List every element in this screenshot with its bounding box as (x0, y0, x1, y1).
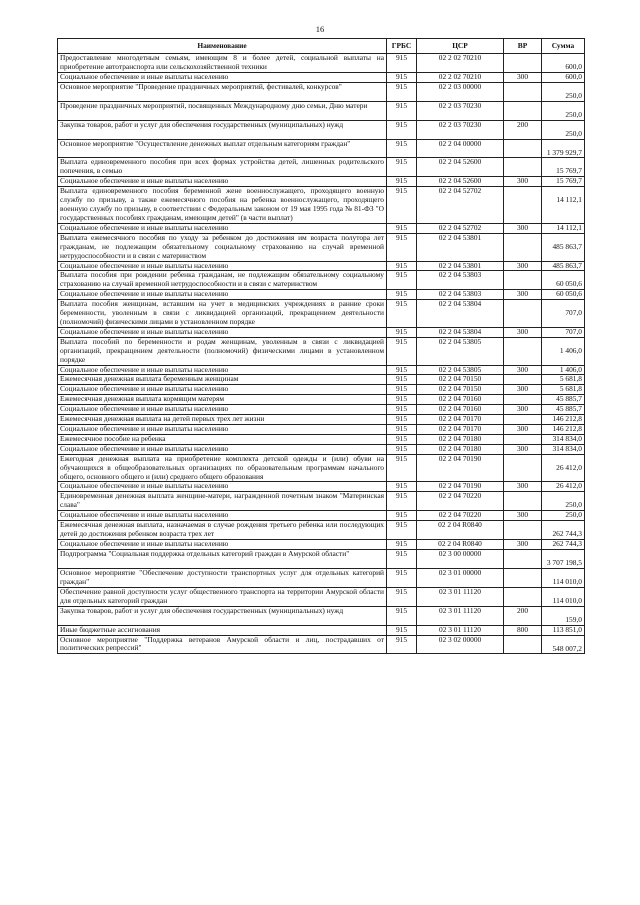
row-grbs: 915 (387, 120, 417, 139)
row-vr: 300 (504, 444, 542, 454)
row-csr: 02 3 00 00000 (417, 549, 504, 568)
table-row (58, 635, 585, 654)
table-row (58, 290, 585, 300)
table-row (58, 549, 585, 568)
row-csr: 02 2 02 70210 (417, 72, 504, 82)
row-name: Социальное обеспечение и иные выплаты населению (58, 482, 387, 492)
budget-table (57, 38, 585, 654)
row-csr: 02 2 04 70190 (417, 454, 504, 482)
table-row (58, 568, 585, 587)
row-sum: 600,0 (542, 72, 585, 82)
row-name: Ежемесячное пособие на ребенка (58, 434, 387, 444)
row-vr (504, 337, 542, 365)
row-csr: 02 2 04 70150 (417, 375, 504, 385)
row-vr (504, 187, 542, 224)
table-row (58, 482, 585, 492)
row-csr: 02 2 04 70180 (417, 434, 504, 444)
row-grbs: 915 (387, 82, 417, 101)
row-csr: 02 2 04 70160 (417, 395, 504, 405)
row-sum: 114 010,0 (542, 587, 585, 606)
page-number: 16 (315, 24, 325, 34)
row-grbs: 915 (387, 271, 417, 290)
row-sum: 1 406,0 (542, 365, 585, 375)
row-vr: 300 (504, 177, 542, 187)
row-name: Ежемесячная денежная выплата на детей первых трех лет жизни (58, 415, 387, 425)
row-grbs: 915 (387, 434, 417, 444)
row-csr: 02 2 03 70230 (417, 120, 504, 139)
table-row (58, 337, 585, 365)
header-sum: Сумма (542, 39, 585, 54)
row-sum: 250,0 (542, 492, 585, 511)
row-sum: 600,0 (542, 54, 585, 73)
row-csr: 02 2 04 53804 (417, 300, 504, 328)
row-csr: 02 2 04 70150 (417, 385, 504, 395)
row-vr (504, 300, 542, 328)
row-name: Выплата единовременного пособия беременной жене военнослужащего, проходящего военную службу по призыву, а также ежемесячного пособия на ребенка военнослужащего, проходящего военную службу по призыву, в соответствии с Федеральным законом от 19 мая 1995 года № 81-ФЗ "О государственных пособиях гражданам, имеющим детей" (в части выплат) (58, 187, 387, 224)
row-csr: 02 2 04 53803 (417, 290, 504, 300)
table-row (58, 101, 585, 120)
row-sum: 707,0 (542, 300, 585, 328)
row-csr: 02 2 04 R0840 (417, 540, 504, 550)
row-csr: 02 2 04 52702 (417, 223, 504, 233)
row-grbs: 915 (387, 415, 417, 425)
row-vr: 300 (504, 223, 542, 233)
row-sum: 262 744,3 (542, 540, 585, 550)
table-row (58, 625, 585, 635)
table-row (58, 72, 585, 82)
row-vr: 300 (504, 327, 542, 337)
row-sum: 60 050,6 (542, 271, 585, 290)
row-grbs: 915 (387, 223, 417, 233)
row-grbs: 915 (387, 587, 417, 606)
row-csr: 02 2 04 70160 (417, 405, 504, 415)
row-csr: 02 2 03 70230 (417, 101, 504, 120)
table-row (58, 415, 585, 425)
row-vr: 200 (504, 606, 542, 625)
row-grbs: 915 (387, 511, 417, 521)
table-row (58, 606, 585, 625)
table-row (58, 365, 585, 375)
row-grbs: 915 (387, 300, 417, 328)
row-csr: 02 3 01 11120 (417, 606, 504, 625)
row-sum: 250,0 (542, 101, 585, 120)
table-row (58, 271, 585, 290)
row-csr: 02 2 02 70210 (417, 54, 504, 73)
row-name: Выплата пособия при рождении ребенка гражданам, не подлежащим обязательному социальному страхованию на случай временной нетрудоспособности и в связи с материнством (58, 271, 387, 290)
row-csr: 02 3 01 11120 (417, 625, 504, 635)
row-vr: 200 (504, 120, 542, 139)
row-name: Выплата пособия женщинам, вставшим на учет в медицинских учреждениях в ранние сроки беременности, уволенным в связи с ликвидацией организаций, прекращением деятельности (полномочий) физическими лицами в установленном порядке (58, 300, 387, 328)
row-name: Выплата ежемесячного пособия по уходу за ребенком до достижения им возраста полутора лет гражданам, не подлежащим обязательному социальному страхованию на случай временной нетрудоспособности и в связи с материнством (58, 233, 387, 261)
row-vr (504, 434, 542, 444)
row-name: Подпрограмма "Социальная поддержка отдельных категорий граждан в Амурской области" (58, 549, 387, 568)
row-grbs: 915 (387, 327, 417, 337)
row-name: Социальное обеспечение и иные выплаты населению (58, 444, 387, 454)
row-grbs: 915 (387, 625, 417, 635)
row-sum: 314 834,0 (542, 444, 585, 454)
table-row (58, 425, 585, 435)
row-name: Выплата единовременного пособия при всех формах устройства детей, лишенных родительского попечения, в семью (58, 158, 387, 177)
row-vr (504, 82, 542, 101)
row-grbs: 915 (387, 290, 417, 300)
row-vr: 300 (504, 365, 542, 375)
row-csr: 02 2 04 70180 (417, 444, 504, 454)
row-name: Предоставление многодетным семьям, имеющим 8 и более детей, социальной выплаты на приобретение автотранспорта или сельскохозяйственной техники (58, 54, 387, 73)
row-vr (504, 233, 542, 261)
row-csr: 02 2 04 53804 (417, 327, 504, 337)
row-csr: 02 2 04 52600 (417, 158, 504, 177)
row-csr: 02 2 04 00000 (417, 139, 504, 158)
row-sum: 146 212,8 (542, 425, 585, 435)
row-name: Иные бюджетные ассигнования (58, 625, 387, 635)
row-sum: 14 112,1 (542, 187, 585, 224)
row-name: Основное мероприятие "Осуществление денежных выплат отдельным категориям граждан" (58, 139, 387, 158)
row-name: Социальное обеспечение и иные выплаты населению (58, 365, 387, 375)
table-row (58, 177, 585, 187)
row-sum: 14 112,1 (542, 223, 585, 233)
row-grbs: 915 (387, 395, 417, 405)
row-grbs: 915 (387, 365, 417, 375)
row-grbs: 915 (387, 482, 417, 492)
row-vr: 300 (504, 425, 542, 435)
table-row (58, 223, 585, 233)
row-grbs: 915 (387, 139, 417, 158)
row-sum: 707,0 (542, 327, 585, 337)
row-sum: 113 851,0 (542, 625, 585, 635)
row-sum: 15 769,7 (542, 177, 585, 187)
row-name: Ежемесячная денежная выплата, назначаемая в случае рождения третьего ребенка или последующих детей до достижения ребенком возраста трех лет (58, 521, 387, 540)
row-grbs: 915 (387, 375, 417, 385)
table-row (58, 511, 585, 521)
row-vr (504, 395, 542, 405)
row-name: Основное мероприятие "Обеспечение доступности транспортных услуг для отдельных категорий граждан" (58, 568, 387, 587)
row-csr: 02 2 04 70170 (417, 415, 504, 425)
row-sum: 314 834,0 (542, 434, 585, 444)
row-sum: 1 406,0 (542, 337, 585, 365)
row-csr: 02 2 03 00000 (417, 82, 504, 101)
row-name: Социальное обеспечение и иные выплаты населению (58, 177, 387, 187)
row-sum: 250,0 (542, 120, 585, 139)
row-grbs: 915 (387, 385, 417, 395)
row-grbs: 915 (387, 261, 417, 271)
row-sum: 5 681,8 (542, 385, 585, 395)
row-name: Обеспечение равной доступности услуг общественного транспорта на территории Амурской области для отдельных категорий граждан (58, 587, 387, 606)
row-sum: 5 681,8 (542, 375, 585, 385)
table-row (58, 82, 585, 101)
row-csr: 02 2 04 53803 (417, 271, 504, 290)
row-name: Основное мероприятие "Проведение праздничных мероприятий, фестивалей, конкурсов" (58, 82, 387, 101)
row-sum: 250,0 (542, 82, 585, 101)
row-grbs: 915 (387, 540, 417, 550)
row-name: Социальное обеспечение и иные выплаты населению (58, 405, 387, 415)
row-csr: 02 3 01 00000 (417, 568, 504, 587)
header-csr: ЦСР (417, 39, 504, 54)
row-vr (504, 521, 542, 540)
row-sum: 146 212,8 (542, 415, 585, 425)
row-sum: 45 885,7 (542, 395, 585, 405)
row-name: Проведение праздничных мероприятий, посвященных Международному дню семьи, Дню матери (58, 101, 387, 120)
row-vr (504, 587, 542, 606)
header-name: Наименование (58, 39, 387, 54)
table-row (58, 434, 585, 444)
row-grbs: 915 (387, 337, 417, 365)
row-name: Ежемесячная денежная выплата беременным женщинам (58, 375, 387, 385)
table-row (58, 454, 585, 482)
row-name: Социальное обеспечение и иные выплаты населению (58, 425, 387, 435)
row-sum: 250,0 (542, 511, 585, 521)
row-name: Ежемесячная денежная выплата кормящим матерям (58, 395, 387, 405)
row-vr (504, 415, 542, 425)
row-grbs: 915 (387, 444, 417, 454)
row-grbs: 915 (387, 101, 417, 120)
table-row (58, 327, 585, 337)
header-grbs: ГРБС (387, 39, 417, 54)
row-grbs: 915 (387, 177, 417, 187)
row-name: Социальное обеспечение и иные выплаты населению (58, 223, 387, 233)
row-vr (504, 158, 542, 177)
row-name: Социальное обеспечение и иные выплаты населению (58, 261, 387, 271)
row-grbs: 915 (387, 54, 417, 73)
row-csr: 02 2 04 R0840 (417, 521, 504, 540)
row-vr (504, 375, 542, 385)
row-vr: 300 (504, 511, 542, 521)
row-vr (504, 492, 542, 511)
row-name: Социальное обеспечение и иные выплаты населению (58, 540, 387, 550)
row-csr: 02 2 04 70220 (417, 492, 504, 511)
row-sum: 485 863,7 (542, 233, 585, 261)
row-sum: 3 707 198,5 (542, 549, 585, 568)
row-csr: 02 2 04 53805 (417, 337, 504, 365)
row-name: Социальное обеспечение и иные выплаты населению (58, 385, 387, 395)
table-row (58, 375, 585, 385)
row-sum: 15 769,7 (542, 158, 585, 177)
row-vr: 800 (504, 625, 542, 635)
row-name: Выплата пособий по беременности и родам женщинам, уволенным в связи с ликвидацией организаций, прекращением деятельности (полномочий) физическими лицами в установленном порядке (58, 337, 387, 365)
row-name: Социальное обеспечение и иные выплаты населению (58, 327, 387, 337)
table-row (58, 54, 585, 73)
row-name: Ежегодная денежная выплата на приобретение комплекта детской одежды и (или) обуви на обучающихся в общеобразовательных организациях по образовательным программам начального общего, основного общего и (или) среднего общего образования (58, 454, 387, 482)
row-sum: 262 744,3 (542, 521, 585, 540)
row-csr: 02 2 04 70220 (417, 511, 504, 521)
row-vr (504, 139, 542, 158)
row-vr: 300 (504, 540, 542, 550)
row-sum: 26 412,0 (542, 482, 585, 492)
row-csr: 02 2 04 53801 (417, 261, 504, 271)
row-grbs: 915 (387, 233, 417, 261)
row-name: Социальное обеспечение и иные выплаты населению (58, 511, 387, 521)
row-sum: 548 007,2 (542, 635, 585, 654)
table-row (58, 395, 585, 405)
table-row (58, 385, 585, 395)
table-row (58, 521, 585, 540)
table-row (58, 405, 585, 415)
row-grbs: 915 (387, 549, 417, 568)
row-grbs: 915 (387, 405, 417, 415)
row-grbs: 915 (387, 606, 417, 625)
table-row (58, 492, 585, 511)
row-csr: 02 2 04 53805 (417, 365, 504, 375)
row-vr (504, 635, 542, 654)
row-sum: 1 379 929,7 (542, 139, 585, 158)
table-row (58, 261, 585, 271)
table-row (58, 139, 585, 158)
row-name: Социальное обеспечение и иные выплаты населению (58, 290, 387, 300)
row-csr: 02 2 04 52600 (417, 177, 504, 187)
row-grbs: 915 (387, 454, 417, 482)
row-grbs: 915 (387, 568, 417, 587)
row-sum: 26 412,0 (542, 454, 585, 482)
header-vr: ВР (504, 39, 542, 54)
row-vr (504, 101, 542, 120)
row-grbs: 915 (387, 425, 417, 435)
row-vr: 300 (504, 261, 542, 271)
row-csr: 02 2 04 53801 (417, 233, 504, 261)
table-row (58, 300, 585, 328)
row-sum: 159,0 (542, 606, 585, 625)
row-vr: 300 (504, 385, 542, 395)
row-grbs: 915 (387, 521, 417, 540)
row-vr (504, 549, 542, 568)
table-body (58, 54, 585, 654)
row-name: Единовременная денежная выплата женщине-матери, награжденной почетным знаком "Материнская слава" (58, 492, 387, 511)
table-header-row (58, 39, 585, 54)
row-vr: 300 (504, 405, 542, 415)
row-sum: 60 050,6 (542, 290, 585, 300)
row-sum: 45 885,7 (542, 405, 585, 415)
table-row (58, 187, 585, 224)
row-vr (504, 454, 542, 482)
table-row (58, 158, 585, 177)
row-grbs: 915 (387, 635, 417, 654)
row-grbs: 915 (387, 72, 417, 82)
row-name: Основное мероприятие "Поддержка ветеранов Амурской области и лиц, пострадавших от политических репрессий" (58, 635, 387, 654)
row-grbs: 915 (387, 158, 417, 177)
row-vr: 300 (504, 290, 542, 300)
row-csr: 02 3 01 11120 (417, 587, 504, 606)
row-name: Закупка товаров, работ и услуг для обеспечения государственных (муниципальных) нужд (58, 606, 387, 625)
table-row (58, 540, 585, 550)
table-row (58, 233, 585, 261)
row-csr: 02 2 04 52702 (417, 187, 504, 224)
row-vr: 300 (504, 482, 542, 492)
table-row (58, 444, 585, 454)
row-csr: 02 3 02 00000 (417, 635, 504, 654)
table-row (58, 587, 585, 606)
row-csr: 02 2 04 70170 (417, 425, 504, 435)
row-name: Закупка товаров, работ и услуг для обеспечения государственных (муниципальных) нужд (58, 120, 387, 139)
row-name: Социальное обеспечение и иные выплаты населению (58, 72, 387, 82)
row-grbs: 915 (387, 492, 417, 511)
row-vr (504, 271, 542, 290)
row-vr (504, 54, 542, 73)
row-vr: 300 (504, 72, 542, 82)
row-csr: 02 2 04 70190 (417, 482, 504, 492)
row-grbs: 915 (387, 187, 417, 224)
row-sum: 114 010,0 (542, 568, 585, 587)
row-sum: 485 863,7 (542, 261, 585, 271)
row-vr (504, 568, 542, 587)
table-row (58, 120, 585, 139)
